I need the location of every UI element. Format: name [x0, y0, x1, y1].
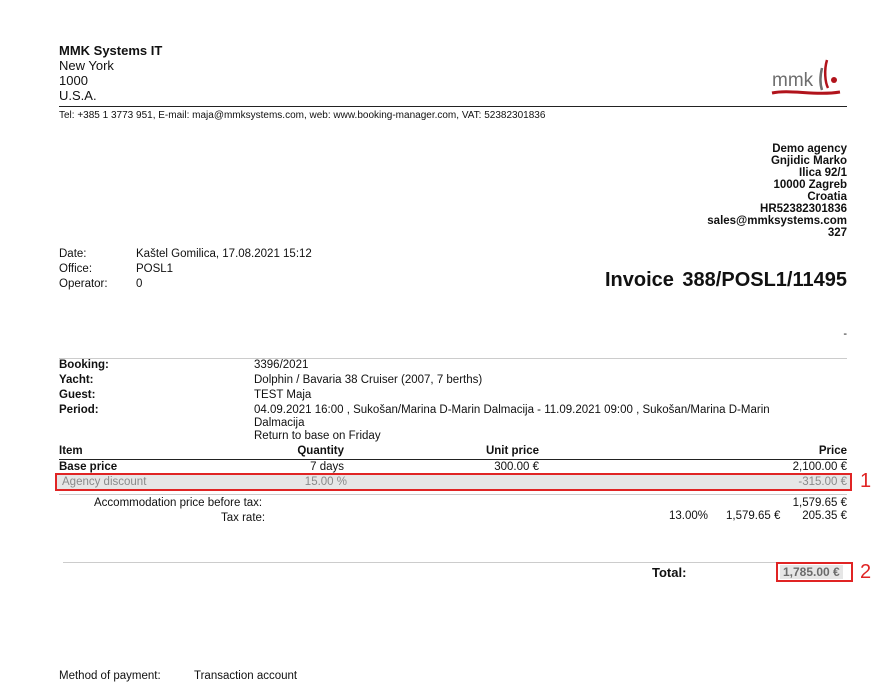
yacht-value: Dolphin / Bavaria 38 Cruiser (2007, 7 berths): [254, 374, 483, 386]
recipient-line: sales@mmksystems.com: [707, 215, 847, 227]
header-price: Price: [818, 445, 847, 457]
payment-method: [59, 670, 297, 682]
discount-item: Agency discount: [62, 476, 147, 488]
summary-rule: [59, 494, 847, 495]
contact-line: Tel: +385 1 3773 951, E-mail: maja@mmksystems.com, web: www.booking-manager.com, VAT: 52382301836: [59, 110, 546, 121]
period-range: 04.09.2021 16:00 , Sukošan/Marina D-Marin Dalmacija - 11.09.2021 09:00 , Sukošan/Marina D-Marin Dalmacija: [254, 404, 770, 429]
recipient-line: 327: [827, 227, 847, 239]
discount-quantity: 15.00 %: [304, 476, 347, 488]
period-note: Return to base on Friday: [254, 430, 381, 442]
company-postal: 1000: [59, 73, 88, 88]
period-label: Period:: [59, 404, 99, 416]
office-label: Office:: [59, 263, 93, 275]
recipient-address: [707, 143, 847, 239]
header-item: Item: [59, 445, 83, 457]
booking-details: [59, 359, 847, 445]
header-quantity: Quantity: [297, 445, 344, 457]
highlight-marker-1: 1: [860, 470, 872, 492]
accommodation-row: [59, 497, 847, 510]
tax-amount: 205.35 €: [802, 510, 847, 522]
operator-value: 0: [136, 278, 143, 290]
header-unit-price: Unit price: [485, 445, 539, 457]
company-address: [59, 43, 162, 103]
payment-label: Method of payment:: [59, 670, 161, 682]
date-value: Kaštel Gomilica, 17.08.2021 15:12: [136, 248, 312, 260]
recipient-line: Gnjidic Marko: [770, 155, 847, 167]
guest-label: Guest:: [59, 389, 96, 401]
header-rule: [59, 106, 847, 107]
tax-label: Tax rate:: [221, 512, 266, 524]
total-value: 1,785.00 €: [780, 565, 843, 579]
company-logo: [770, 56, 842, 98]
booking-label: Booking:: [59, 359, 109, 371]
company-country: U.S.A.: [59, 88, 97, 103]
accommodation-value: 1,579.65 €: [792, 497, 847, 509]
operator-label: Operator:: [59, 278, 108, 290]
highlight-box-2: [776, 562, 853, 582]
base-price-unit: 300.00 €: [494, 461, 539, 473]
payment-value: Transaction account: [194, 670, 298, 682]
invoice-meta: [59, 247, 312, 292]
discount-price: -315.00 €: [798, 476, 847, 488]
tax-summary: [59, 497, 847, 523]
company-city: New York: [59, 58, 114, 73]
invoice-title: Invoice 388/POSL1/11495: [604, 269, 847, 291]
company-name: MMK Systems IT: [59, 43, 163, 58]
office-value: POSL1: [136, 263, 174, 275]
base-price-item: Base price: [59, 461, 118, 473]
total-label: Total:: [652, 565, 687, 580]
booking-value: 3396/2021: [254, 359, 309, 371]
base-price-total: 2,100.00 €: [792, 461, 847, 473]
base-price-quantity: 7 days: [310, 461, 344, 473]
accommodation-label: Accommodation price before tax:: [94, 497, 263, 509]
total-rule: [63, 562, 847, 563]
recipient-line: Demo agency: [772, 143, 847, 155]
recipient-line: Croatia: [807, 191, 847, 203]
tax-row: [59, 510, 847, 523]
recipient-line: Ilica 92/1: [799, 167, 847, 179]
period-value: [254, 404, 814, 443]
logo-text: mmk: [772, 70, 814, 91]
yacht-label: Yacht:: [59, 374, 94, 386]
tax-rate: 13.00%: [669, 510, 709, 522]
recipient-line: HR52382301836: [760, 203, 847, 215]
separator-dash: -: [843, 328, 847, 340]
tax-base: 1,579.65 €: [726, 510, 781, 522]
table-header: [59, 444, 847, 460]
guest-value: TEST Maja: [254, 389, 312, 401]
recipient-line: 10000 Zagreb: [773, 179, 847, 191]
highlight-marker-2: 2: [860, 561, 872, 583]
date-label: Date:: [59, 248, 87, 260]
highlight-box-1: [55, 473, 852, 491]
